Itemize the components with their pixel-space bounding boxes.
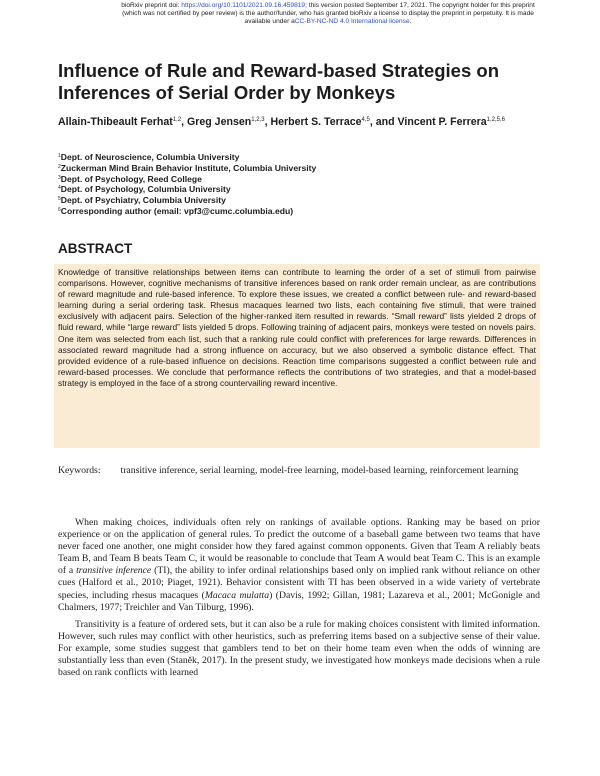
author-name: Allain-Thibeault Ferhat [58, 116, 173, 128]
affiliation [58, 195, 538, 206]
affiliation-list [58, 152, 538, 217]
affiliation-text: Dept. of Psychology, Columbia University [60, 184, 231, 195]
affiliation-sup: 3 [58, 174, 61, 181]
header-license-prefix: available under a [244, 18, 295, 25]
affiliation-text: Dept. of Psychiatry, Columbia University [60, 195, 226, 206]
author-sep: , [181, 116, 188, 128]
affiliation [58, 163, 538, 174]
header-line-3 [58, 18, 598, 26]
affiliation [58, 206, 538, 217]
license-link[interactable]: CC-BY-NC-ND 4.0 International license [294, 18, 410, 25]
author-name: Greg Jensen [187, 116, 252, 128]
author [187, 116, 270, 128]
keywords-list: transitive inference, serial learning, model-free learning, model-based learning, reinforcement learning [120, 465, 519, 476]
body-paragraph-2: Transitivity is a feature of ordered sets, but it can also be a rule for making choices consistent with limited information. However, such rules may conflict with other heuristics, such as preferring items based on a subjective sense of their value. For example, some studies suggest that gamblers tend to bet on their home team even when the odds of winning are substantially less than even (Staněk, 2017). In the present study, we investigated how monkeys made decisions when a rule based on rank conflicts with learned [58, 618, 540, 679]
author-list [58, 116, 558, 129]
author-affil-sup: 4,5 [361, 117, 370, 123]
affiliation-text: Corresponding author (email: vpf3@cumc.columbia.edu) [60, 205, 294, 216]
author-sep: , and [369, 116, 398, 128]
affiliation-sup: 6 [58, 206, 61, 213]
header-line-1 [58, 2, 598, 10]
affiliation-sup: 4 [58, 185, 61, 192]
affiliation-sup: 5 [58, 196, 61, 203]
keywords [58, 465, 540, 477]
body-text [58, 517, 540, 684]
p1-text-c: ) (Davis, 1992; Gillan, 1981; Lazareva et al., 2001; McGonigle and Chalmers, 1977; Treichler and Van Tilburg, 1996). [58, 589, 540, 613]
author-affil-sup: 1,2,3 [251, 117, 265, 123]
affiliation [58, 174, 538, 185]
p1-italic-term: transitive inference [76, 565, 152, 577]
author-affil-sup: 1,2 [172, 117, 182, 123]
affiliation-sup: 1 [58, 153, 61, 159]
abstract-text: Knowledge of transitive relationships between items can contribute to learning the order of a set of stimuli from pairwise comparisons. However, cognitive mechanisms of transitive inferences based on rank order remain unclear, as are contributions of reward magnitude and rule-based inference. To explore these issues, we created a conflict between rule- and reward-based learning during a serial ordering task. Rhesus macaques learned two lists, each containing five stimuli, that were trained exclusively with adjacent pairs. Selection of the higher-ranked item resulted in rewards. “Small reward” lists yielded 2 drops of fluid reward, while “large reward” lists yielded 5 drops. Following training of adjacent pairs, monkeys were tested on novels pairs. One item was selected from each list, such that a ranking rule could conflict with preferences for large rewards. Differences in associated reward magnitude had a strong influence on accuracy, but we also observed a symbolic distance effect. That provided evidence of a rule-based influence on decisions. Reaction time comparisons suggested a conflict between rule and reward-based processes. We conclude that performance reflects the contributions of two strategies, and that a model-based strategy is employed in the face of a strong countervailing reward incentive. [54, 264, 540, 448]
p1-species-name: Macaca mulatta [204, 589, 270, 601]
header-line-2: (which was not certified by peer review) is the author/funder, who has granted bioRxiv a license to display the preprint in perpetuity. It is made [122, 10, 534, 17]
keywords-label: Keywords: [58, 465, 101, 476]
p1-text-b: (TI), the ability to infer ordinal relationships based only on implied rank without reliance on other cues (Halford et al., 2010; Piaget, 1921). Behavior consistent with TI has been observed in a wide variety of vertebrate species, including rhesus macaques ( [58, 565, 540, 601]
author-name: Vincent P. Ferrera [397, 116, 487, 128]
author [398, 116, 505, 128]
affiliation [58, 184, 538, 195]
author-affil-sup: 1,2,5,6 [486, 117, 506, 123]
header-license-suffix: . [409, 18, 412, 25]
author-sep: , [264, 116, 271, 128]
author [270, 116, 397, 128]
header-line-1-suffix: ; this version posted September 17, 2021. The copyright holder for this preprint [305, 2, 535, 9]
abstract-heading: ABSTRACT [58, 241, 133, 256]
header-doi-prefix: bioRxiv preprint doi: [121, 2, 182, 9]
paper-title: Influence of Rule and Reward-based Strategies on Inferences of Serial Order by Monkeys [58, 60, 500, 103]
affiliation-text: Zuckerman Mind Brain Behavior Institute, Columbia University [60, 162, 317, 173]
affiliation-text: Dept. of Psychology, Reed College [60, 173, 202, 184]
author-name: Herbert S. Terrace [270, 116, 362, 128]
affiliation-sup: 2 [58, 163, 61, 170]
p1-text-a: When making choices, individuals often rely on rankings of available options. Ranking may be based on prior experience or on the application of general rules. To predict the outcome of a baseball game between two teams that have never faced one another, one might consider how they fared against common opponents. Given that Team A reliably beats Team B, and Team B beats Team C, it would be reasonable to conclude that Team A would beat Team C. This is an example of a [58, 517, 540, 577]
doi-link[interactable]: https://doi.org/10.1101/2021.09.16.459819 [181, 2, 306, 9]
affiliation-text: Dept. of Neuroscience, Columbia University [60, 152, 240, 162]
body-paragraph-1 [58, 517, 540, 614]
affiliation [58, 152, 538, 163]
preprint-header [58, 2, 598, 26]
author [58, 116, 187, 128]
